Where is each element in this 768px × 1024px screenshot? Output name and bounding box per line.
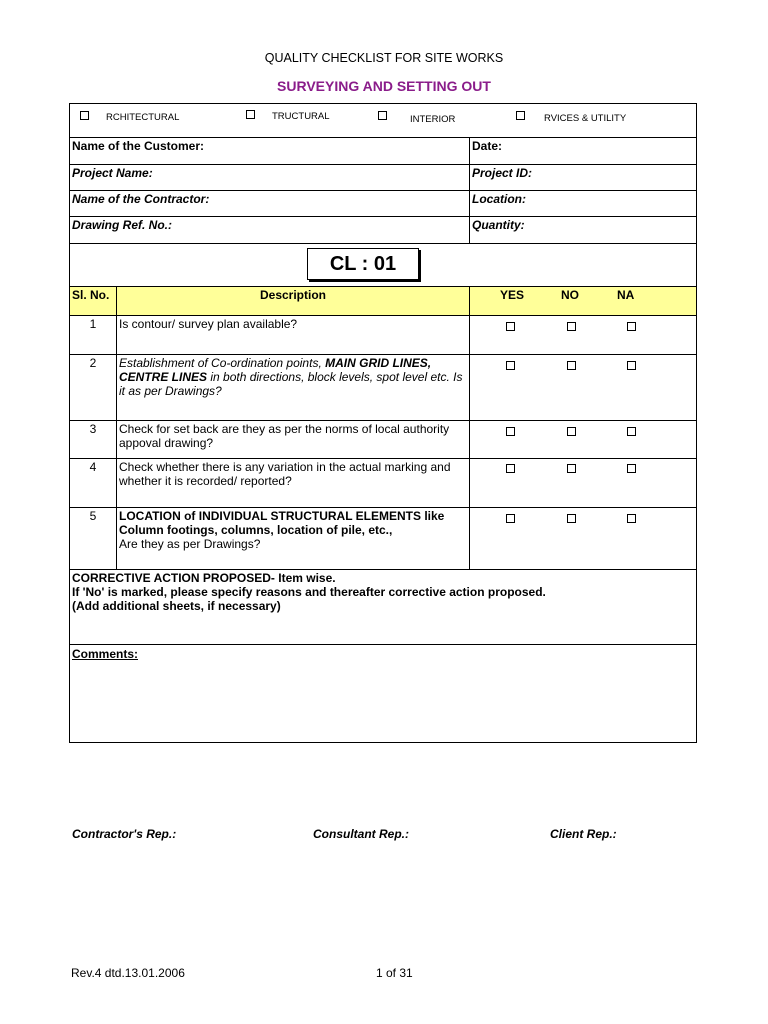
customer-name-field[interactable]: Name of the Customer: <box>70 138 470 165</box>
no-checkbox[interactable] <box>567 427 576 436</box>
corrective-action-section[interactable] <box>70 570 697 645</box>
category-row <box>70 104 697 138</box>
yes-checkbox[interactable] <box>506 322 515 331</box>
comments-label: Comments: <box>72 647 139 661</box>
no-checkbox[interactable] <box>567 464 576 473</box>
item-description-text: Establishment of Co-ordination points, <box>119 356 326 370</box>
no-checkbox[interactable] <box>567 322 576 331</box>
yes-checkbox[interactable] <box>506 361 515 370</box>
item-description: Check whether there is any variation in the actual marking and whether it is recorded/ reported? <box>117 459 470 508</box>
item-answers <box>470 355 697 421</box>
item-description: Check for set back are they as per the norms of local authority appoval drawing? <box>117 421 470 459</box>
consultant-rep-label: Consultant Rep.: <box>313 827 409 841</box>
item-description-emphasis: MAIN GRID LINES, CENTRE LINES <box>119 356 432 384</box>
date-field[interactable]: Date: <box>470 138 697 165</box>
yes-header: YES <box>500 288 525 302</box>
item-answers <box>470 421 697 459</box>
category-label: RCHITECTURAL <box>106 112 180 123</box>
project-name-field[interactable]: Project Name: <box>70 165 470 191</box>
services-utility-checkbox[interactable] <box>516 111 525 120</box>
document-subtitle: SURVEYING AND SETTING OUT <box>277 78 491 94</box>
structural-checkbox[interactable] <box>246 110 255 119</box>
comments-section[interactable] <box>70 645 697 743</box>
item-description-text: in both directions, block levels, spot level etc. Is it as per Drawings? <box>119 370 463 398</box>
answer-header <box>470 287 697 316</box>
na-header: NA <box>617 288 635 302</box>
project-id-field[interactable]: Project ID: <box>470 165 697 191</box>
no-header: NO <box>561 288 579 302</box>
item-number: 1 <box>70 316 117 355</box>
category-label: INTERIOR <box>410 114 456 125</box>
document-title: QUALITY CHECKLIST FOR SITE WORKS <box>264 51 504 65</box>
drawing-ref-field[interactable]: Drawing Ref. No.: <box>70 217 470 244</box>
corrective-action-title: CORRECTIVE ACTION PROPOSED- Item wise. <box>72 571 336 585</box>
item-answers <box>470 508 697 570</box>
item-description <box>117 355 470 421</box>
na-checkbox[interactable] <box>627 514 636 523</box>
quantity-field[interactable]: Quantity: <box>470 217 697 244</box>
item-answers <box>470 459 697 508</box>
item-answers <box>470 316 697 355</box>
item-number: 2 <box>70 355 117 421</box>
checklist-code: CL : 01 <box>307 248 419 280</box>
checklist-table <box>69 103 697 743</box>
item-number: 4 <box>70 459 117 508</box>
na-checkbox[interactable] <box>627 464 636 473</box>
table-row <box>70 355 697 421</box>
interior-checkbox[interactable] <box>378 111 387 120</box>
item-description: Is contour/ survey plan available? <box>117 316 470 355</box>
na-checkbox[interactable] <box>627 427 636 436</box>
location-field[interactable]: Location: <box>470 191 697 217</box>
na-checkbox[interactable] <box>627 322 636 331</box>
corrective-action-instruction: If 'No' is marked, please specify reasons and thereafter corrective action proposed. <box>72 585 546 599</box>
yes-checkbox[interactable] <box>506 514 515 523</box>
no-checkbox[interactable] <box>567 361 576 370</box>
description-header: Description <box>117 287 470 316</box>
na-checkbox[interactable] <box>627 361 636 370</box>
item-description-text: Are they as per Drawings? <box>119 537 261 551</box>
no-checkbox[interactable] <box>567 514 576 523</box>
category-label: RVICES & UTILITY <box>544 113 627 124</box>
yes-checkbox[interactable] <box>506 427 515 436</box>
item-description <box>117 508 470 570</box>
contractor-name-field[interactable]: Name of the Contractor: <box>70 191 470 217</box>
category-label: TRUCTURAL <box>272 111 330 122</box>
yes-checkbox[interactable] <box>506 464 515 473</box>
page-number: 1 of 31 <box>376 966 413 980</box>
table-row <box>70 421 697 459</box>
revision-footer: Rev.4 dtd.13.01.2006 <box>71 966 185 980</box>
client-rep-label: Client Rep.: <box>550 827 617 841</box>
item-description-emphasis: LOCATION of INDIVIDUAL STRUCTURAL ELEMENTS like Column footings, columns, location of pile, etc., <box>119 509 445 537</box>
table-row <box>70 316 697 355</box>
architectural-checkbox[interactable] <box>80 111 89 120</box>
contractor-rep-label: Contractor's Rep.: <box>72 827 177 841</box>
item-number: 5 <box>70 508 117 570</box>
corrective-action-note: (Add additional sheets, if necessary) <box>72 599 281 613</box>
table-row <box>70 459 697 508</box>
sl-no-header: Sl. No. <box>70 287 117 316</box>
table-row <box>70 508 697 570</box>
item-number: 3 <box>70 421 117 459</box>
